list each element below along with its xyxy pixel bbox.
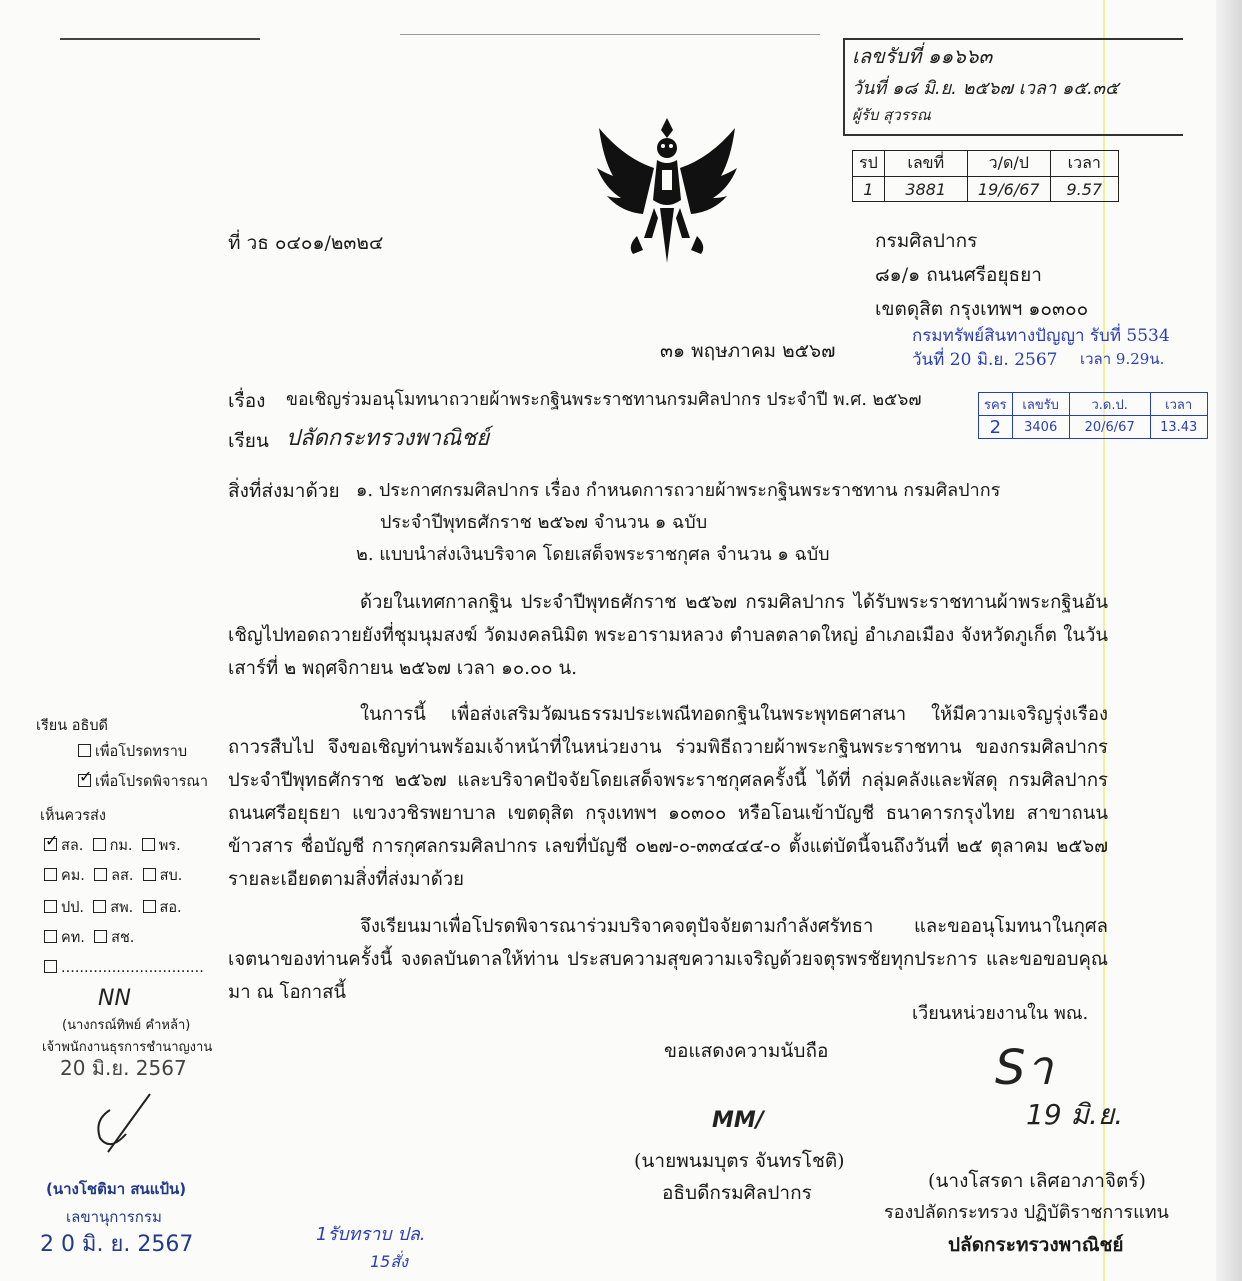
other-dots: ............................... bbox=[61, 960, 204, 976]
checkbox-checked bbox=[44, 838, 57, 851]
checkbox bbox=[93, 838, 106, 851]
side-unit-row bbox=[44, 868, 182, 885]
checkbox bbox=[44, 900, 57, 913]
signatory-name: (นายพนมบุตร จันทรโชติ) bbox=[634, 1150, 845, 1172]
enclosure-item-1: ๑. ประกาศกรมศิลปากร เรื่อง กำหนดการถวายผ้าพระกฐินพระราชทาน กรมศิลปากร bbox=[356, 480, 1001, 501]
body-paragraph-1: ด้วยในเทศกาลกฐิน ประจำปีพุทธศักราช ๒๕๖๗ กรมศิลปากร ได้รับพระราชทานผ้าพระกฐินอันเชิญไปทอดถวายยังที่ชุมนุมสงฆ์ วัดมงคลนิมิต พระอารามหลวง ตำบลตลาดใหญ่ อำเภอเมือง จังหวัดภูเก็ต ในวันเสาร์ที่ ๒ พฤศจิกายน ๒๕๖๗ เวลา ๑๐.๐๐ น. bbox=[228, 592, 1108, 679]
checkbox bbox=[143, 868, 156, 881]
staff1-date: 20 มิ.ย. 2567 bbox=[60, 1056, 187, 1080]
right-signature-date: 19 มิ.ย. bbox=[1026, 1098, 1124, 1131]
side-option-label: เพื่อโปรดทราบ bbox=[95, 744, 188, 760]
checkbox-checked bbox=[78, 774, 91, 787]
bottom-note-2: 15สั่ง bbox=[370, 1252, 408, 1271]
checkbox bbox=[44, 868, 57, 881]
side-subheading: เห็นควรส่ง bbox=[40, 808, 106, 824]
side-unit-row bbox=[44, 838, 181, 855]
table-cell: 2 bbox=[979, 416, 1013, 439]
unit-label: สพ. bbox=[110, 900, 134, 916]
unit-label: สบ. bbox=[159, 868, 183, 884]
checkbox bbox=[44, 930, 57, 943]
stamp-line-2: วันที่ ๑๘ มิ.ย. ๒๕๖๗ เวลา ๑๕.๓๕ bbox=[852, 78, 1119, 99]
checkbox bbox=[143, 900, 156, 913]
unit-label: สช. bbox=[111, 930, 135, 946]
unit-label: พร. bbox=[158, 838, 181, 854]
unit-label: คม. bbox=[61, 868, 85, 884]
staff2-title: เลขานุการกรม bbox=[66, 1208, 162, 1226]
ip-stamp-time: เวลา 9.29น. bbox=[1080, 350, 1165, 368]
body-paragraph-2: ในการนี้ เพื่อส่งเสริมวัฒนธรรมประเพณีทอดกฐินในพระพุทธศาสนา ให้มีความเจริญรุ่งเรืองถาวรสืบไป จึงขอเชิญท่านพร้อมเจ้าหน้าที่ในหน่วยงาน ร่วมพิธีถวายผ้าพระกฐินพระราชทาน ของกรมศิลปากร ประจำปีพุทธศักราช ๒๕๖๗ และบริจาคปัจจัยโดยเสด็จพระราชกุศลครั้งนี้ ได้ที่ กลุ่มคลังและพัสดุ กรมศิลปากร ถนนศรีอยุธยา แขวงวชิรพยาบาล เขตดุสิต กรุงเทพฯ ๑๐๓๐๐ หรือโอนเข้าบัญชี ธนาคารกรุงไทย สาขาถนนข้าวสาร ชื่อบัญชี การกุศลกรมศิลปากร เลขที่บัญชี ๐๒๗-๐-๓๓๔๔๔-๐ ตั้งแต่บัดนี้จนถึงวันที่ ๒๕ ตุลาคม ๒๕๖๗ รายละเอียดตามสิ่งที่ส่งมาด้วย bbox=[228, 704, 1108, 890]
checkbox bbox=[93, 900, 106, 913]
subject-label: เรื่อง bbox=[228, 390, 266, 412]
side-unit-row bbox=[44, 930, 134, 947]
sender-address-2: เขตดุสิต กรุงเทพฯ ๑๐๓๐๐ bbox=[875, 298, 1089, 320]
table-header: เลขรับ bbox=[1012, 393, 1069, 416]
signature-initials: MM/ bbox=[712, 1108, 764, 1133]
side-option-2 bbox=[78, 774, 208, 791]
right-signatory-name: (นางโสรดา เลิศอาภาจิตร์) bbox=[928, 1170, 1146, 1192]
stamp-line-1: เลขรับที่ ๑๑๖๖๓ bbox=[852, 44, 993, 68]
staff2-signature-icon bbox=[80, 1090, 160, 1160]
unit-label: ปป. bbox=[61, 900, 85, 916]
unit-label: สอ. bbox=[159, 900, 182, 916]
checkbox bbox=[94, 868, 107, 881]
enclosure-label: สิ่งที่ส่งมาด้วย bbox=[228, 480, 340, 502]
table-cell: 3406 bbox=[1012, 416, 1069, 439]
page-edge bbox=[1216, 0, 1242, 1281]
to-label: เรียน bbox=[228, 430, 269, 452]
side-option-1 bbox=[78, 744, 187, 761]
receipt-table bbox=[852, 150, 1119, 202]
scan-artifact bbox=[400, 34, 820, 35]
garuda-emblem-icon bbox=[592, 108, 742, 268]
side-note-heading: เรียน อธิบดี bbox=[36, 718, 108, 734]
body-paragraph-3: จึงเรียนมาเพื่อโปรดพิจารณาร่วมบริจาคจตุปัจจัยตามกำลังศรัทธา และขออนุโมทนาในกุศลเจตนาของท่านครั้งนี้ จงดลบันดาลให้ท่าน ประสบความสุขความเจริญด้วยจตุรพรชัยทุกประการ และขอขอบคุณมา ณ โอกาสนี้ bbox=[228, 916, 1108, 1003]
side-unit-other bbox=[44, 960, 204, 977]
table-header: เวลา bbox=[1050, 151, 1118, 177]
signatory-title: อธิบดีกรมศิลปากร bbox=[662, 1182, 812, 1204]
to-recipient-handwritten: ปลัดกระทรวงพาณิชย์ bbox=[286, 426, 490, 451]
checkbox bbox=[78, 744, 91, 757]
right-signatory-title-1: รองปลัดกระทรวง ปฏิบัติราชการแทน bbox=[884, 1202, 1169, 1223]
staff1-name: (นางกรณ์ทิพย์ คำหล้า) bbox=[62, 1018, 191, 1033]
bottom-note-1: 1รับทราบ ปล. bbox=[316, 1224, 426, 1245]
sender-org: กรมศิลปากร bbox=[875, 230, 978, 252]
unit-label: ลส. bbox=[111, 868, 134, 884]
unit-label: สล. bbox=[61, 838, 84, 854]
stamp-line-3: ผู้รับ สุวรรณ bbox=[852, 106, 931, 124]
staff1-title: เจ้าพนักงานธุรการชำนาญงาน bbox=[42, 1040, 213, 1055]
ip-stamp-line-1: กรมทรัพย์สินทางปัญญา รับที่ 5534 bbox=[912, 326, 1170, 346]
table-header: รคร bbox=[979, 393, 1013, 416]
table-cell: 1 bbox=[853, 177, 885, 202]
document-date: ๓๑ พฤษภาคม ๒๕๖๗ bbox=[660, 340, 836, 362]
staff2-date: 2 0 มิ. ย. 2567 bbox=[40, 1232, 194, 1257]
table-cell: 13.43 bbox=[1150, 416, 1207, 439]
closing-text: ขอแสดงความนับถือ bbox=[664, 1040, 829, 1062]
right-signature: Sา bbox=[995, 1040, 1053, 1096]
sender-address-1: ๘๑/๑ ถนนศรีอยุธยา bbox=[875, 264, 1042, 286]
unit-label: คท. bbox=[61, 930, 85, 946]
checkbox bbox=[142, 838, 155, 851]
side-unit-row bbox=[44, 900, 182, 917]
table-cell: 9.57 bbox=[1050, 177, 1118, 202]
side-option-label: เพื่อโปรดพิจารณา bbox=[95, 774, 208, 790]
enclosure-item-2: ๒. แบบนำส่งเงินบริจาค โดยเสด็จพระราชกุศล จำนวน ๑ ฉบับ bbox=[356, 544, 830, 565]
table-header: เลขที่ bbox=[884, 151, 967, 177]
checkbox bbox=[94, 930, 107, 943]
checkbox bbox=[44, 960, 57, 973]
staff2-name: (นางโชติมา สนแป้น) bbox=[46, 1180, 187, 1198]
ip-stamp-line-2: วันที่ 20 มิ.ย. 2567 bbox=[912, 350, 1058, 370]
routing-note: เวียนหน่วยงานใน พณ. bbox=[912, 1003, 1089, 1024]
table-cell: 20/6/67 bbox=[1069, 416, 1150, 439]
right-signatory-title-2: ปลัดกระทรวงพาณิชย์ bbox=[948, 1234, 1124, 1256]
scan-artifact bbox=[60, 38, 260, 40]
table-cell: 19/6/67 bbox=[967, 177, 1050, 202]
table-header: ว.ด.ป. bbox=[1069, 393, 1150, 416]
subject-text: ขอเชิญร่วมอนุโมทนาถวายผ้าพระกฐินพระราชทานกรมศิลปากร ประจำปี พ.ศ. ๒๕๖๗ bbox=[286, 390, 922, 410]
table-header: ว/ด/ป bbox=[967, 151, 1050, 177]
staff1-signature: NN bbox=[98, 986, 131, 1011]
receipt-table-2 bbox=[978, 392, 1208, 439]
enclosure-item-1-cont: ประจำปีพุทธศักราช ๒๕๖๗ จำนวน ๑ ฉบับ bbox=[380, 512, 708, 533]
document-number: ที่ วธ ๐๔๐๑/๒๓๒๔ bbox=[228, 232, 384, 254]
table-header: รป bbox=[853, 151, 885, 177]
unit-label: กม. bbox=[109, 838, 133, 854]
table-cell: 3881 bbox=[884, 177, 967, 202]
table-header: เวลา bbox=[1150, 393, 1207, 416]
